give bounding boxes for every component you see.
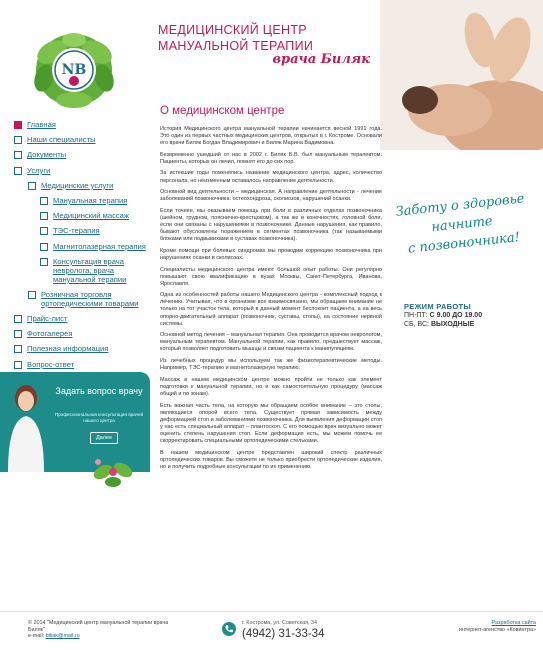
checkbox-icon [40,212,48,220]
email-link[interactable]: biliak@mail.ru [45,633,80,639]
checkbox-icon [40,227,48,235]
footer-developer [434,620,536,633]
page-title: О медицинском центре [160,105,285,117]
checkbox-icon [40,197,48,205]
brand-title [158,22,388,67]
promo-title: Задать вопрос врачу [55,386,143,396]
promo-button[interactable]: Далее [90,432,118,444]
paragraph: Массаж в нашем медицинском центре можно пройти не только как элемент подготовки к мануальной терапии, но и как самостоятельную процедуру (массаж общий и по зонам). [160,376,382,397]
brand-line-2: МАНУАЛЬНОЙ ТЕРАПИИ [158,39,314,53]
nav-item-consultation[interactable]: Консультация врача невролога, врача мануальной терапии [40,257,154,284]
nav-item-home[interactable]: Главная [14,120,154,129]
weekdays-hours: С 9.00 ДО 19.00 [429,312,483,319]
nav-item-faq[interactable]: Вопрос-ответ [14,360,154,369]
footer-divider [0,611,543,612]
footer-copyright [28,620,178,640]
checkbox-icon [28,291,36,299]
hours-title: РЕЖИМ РАБОТЫ [404,302,472,311]
nav-item-manual-therapy[interactable]: Мануальная терапия [40,196,154,205]
paragraph: Основной метод лечения – мануальная терапия. Она проводится врачом неврологом, мануальным терапевтом. Мануальной терапии, как правило, предшествует массаж, который позволяет подготовить мышцы и связки пациента к манипуляциям. [160,332,382,353]
paragraph: За истекшие годы поменялись название медицинского центра, адрес, количество персонала, но неизменным оставалось направление деятельности. [160,170,382,184]
nav-item-magnetolaser[interactable]: Магнитолазерная терапия [40,242,154,251]
article-body [160,126,382,475]
checkbox-icon [40,243,48,251]
paragraph: Основной вид деятельности – медицинская. А направление деятельности - лечение заболеваний позвоночника: остеохондроза, сколиозов, нарушений осанки. [160,189,382,203]
weekend-label: СБ, ВС: [404,321,429,328]
brand-line-3: врача Биляк [272,52,370,67]
checkbox-icon [40,258,48,266]
paragraph: В нашем медицинском центре представлен широкий спектр различных ортопедических товаров. Вы сможете не только приобрести ортопедические изделия, но и получить подробные консультации по их применению. [160,449,382,470]
checkbox-icon [14,167,22,175]
ask-doctor-banner[interactable] [0,372,150,492]
phone-number[interactable]: (4942) 31-33-34 [242,628,325,640]
address: г. Кострома, ул. Советская, 34 [242,620,318,626]
nav-item-price-list[interactable]: Прайс-лист [14,314,154,323]
paragraph: Специалисты медицинского центра имеют большой опыт работы. Они регулярно повышают свою квалификацию в вузах Москвы, Санкт-Петербурга, Иванова, Ярославля. [160,266,382,287]
checkbox-icon [14,121,22,129]
checkbox-icon [14,345,22,353]
checkbox-icon [14,330,22,338]
nav-item-massage[interactable]: Медицинский массаж [40,211,154,220]
logo[interactable] [22,30,126,110]
slogan-line-3: с позвоночника! [407,230,521,257]
checkbox-icon [14,361,22,369]
paragraph: Если точнее, мы оказываем помощь при боли в различных отделах позвоночника (шейном, грудном, пояснично-крестцовом), а так же в конечностях, головной боли, если они связаны с нарушениями в позвоночнике. Данные нарушения, как правило, бывают обусловлены поражением в сегментах позвоночника (так называемыми блоками или подвывихами в суставах позвоночника). [160,207,382,243]
checkbox-icon [28,182,36,190]
paragraph: История Медицинского центра мануальной терапии начинается весной 1991 года. Это один из первых частных медицинских центров, открытых в г. Костроме. Основали его врачи Биляк Богдан Владимирович и Биляк Марина Вадимовна. [160,126,382,147]
phone-icon [222,622,236,636]
weekend-hours: ВЫХОДНЫЕ [430,321,475,328]
nav-item-documents[interactable]: Документы [14,150,154,159]
paragraph: Кроме помощи при болевых синдромах мы проводим коррекцию позвоночника при нарушениях осанки и сколиозах. [160,247,382,261]
brand-line-1: МЕДИЦИНСКИЙ ЦЕНТР [158,23,307,37]
nav-item-tes[interactable]: ТЭС-терапия [40,226,154,235]
sidebar-nav [14,120,154,390]
checkbox-icon [14,315,22,323]
weekdays-label: ПН-ПТ: [404,312,428,319]
flower-decoration-icon [88,452,138,492]
nav-item-medical-services[interactable]: Медицинские услуги [28,181,154,190]
paragraph: Безвременно ушедший от нас в 2002 г. Биляк Б.В. был мануальным терапевтом. Пациенты, которых он лечил, помнят его до сих пор. [160,151,382,165]
developer-link[interactable]: Разработка сайта [491,620,536,626]
slogan-line-2: начните [430,213,494,236]
nav-item-specialists[interactable]: Наши специалисты [14,135,154,144]
paragraph: Есть важная часть тела, на которую мы обращаем особое внимание – это стопы, являющиеся опорой всего тела. Существует прямая зависимость между деформацией стоп и заболеваниями позвоночника. Для выявления деформации стоп у нас есть специальный аппарат – плантоскоп. С его помощью врач визуально может оценить степень нарушения стоп. Если деформация есть, мы можем помочь ее скорректировать специальными ортопедическими стельками. [160,402,382,444]
copyright-text: © 2014 "Медицинский центр мануальной терапии врача Биляк" [28,620,169,633]
developer-name: интернет-агенство «Ковинтра» [458,626,536,633]
doctor-photo [6,380,46,472]
nav-item-services[interactable]: Услуги [14,166,154,175]
promo-subtitle: Профессиональная консультация врачей нашего центра [54,412,144,423]
paragraph: Одна из особенностей работы нашего Медицинского центра - комплексный подход к лечению. Учитывая, что в организме все взаимосвязано, мы обращаем внимание не только на тот участок тела, который в данный момент беспокоит пациента, а на весь опорно-двигательный аппарат (позвоночник, суставы, стопы), на состояние нервной системы. [160,292,382,327]
nav-item-gallery[interactable]: Фотогалерея [14,329,154,338]
checkbox-icon [14,136,22,144]
nav-item-orthopedic-goods[interactable]: Розничная торговля ортопедическими товарами [28,290,154,308]
working-hours [404,302,534,329]
slogan-line-1: Заботу о здоровье [394,191,526,220]
paragraph: Из лечебных процедур мы используем так же физиотерапевтические методы. Например, ТЭС-терапию и магнитолазерную терапию. [160,358,382,372]
checkbox-icon [14,151,22,159]
nav-item-useful-info[interactable]: Полезная информация [14,344,154,353]
logo-monogram: NB [61,62,87,78]
email-label: e-mail: [28,633,45,639]
